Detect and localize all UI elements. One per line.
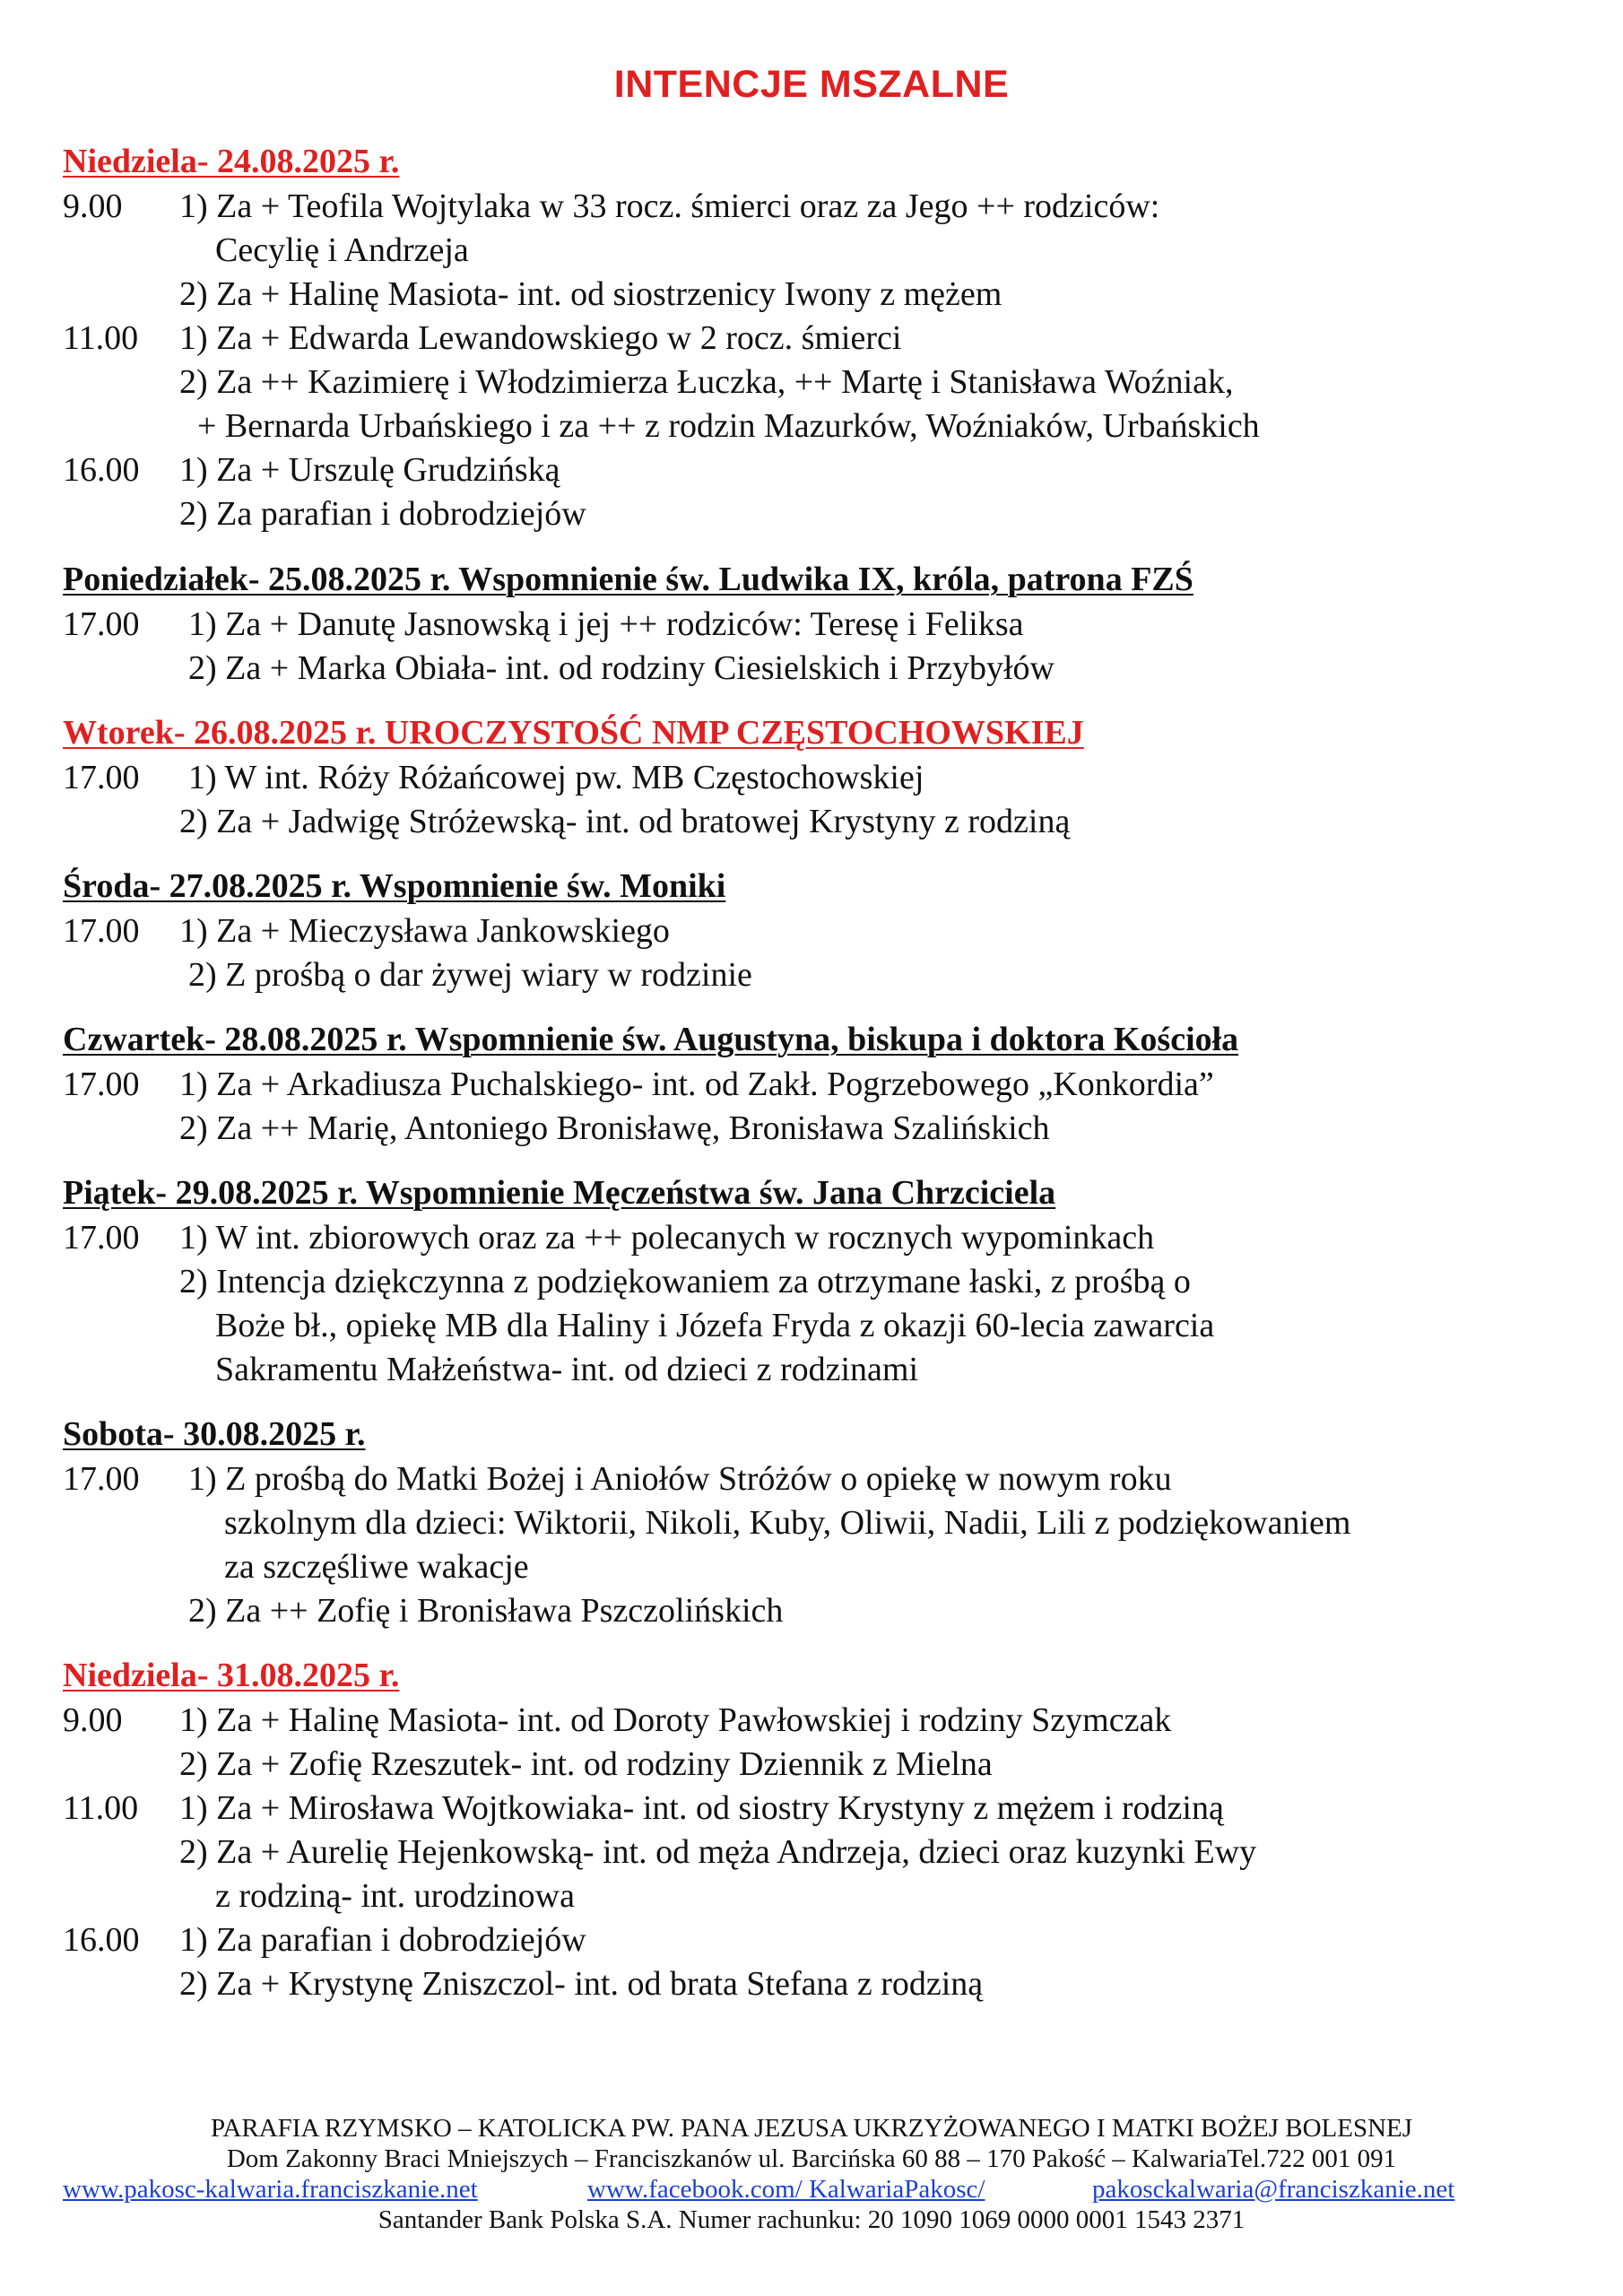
footer-parish: PARAFIA RZYMSKO – KATOLICKA PW. PANA JEZUSA UKRZYŻOWANEGO I MATKI BOŻEJ BOLESNEJ [210, 2114, 1413, 2143]
page-title: INTENCJE MSZALNE [613, 63, 1010, 106]
footer-website-link[interactable]: www.pakosc-kalwaria.franciszkanie.net [63, 2175, 478, 2204]
intention-line: 2) Za ++ Marię, Antoniego Bronisławę, Bronisława Szalińskich [179, 1109, 1050, 1147]
mass-time: 9.00 [63, 187, 123, 225]
intention-line: 2) Za + Halinę Masiota- int. od siostrzenicy Iwony z mężem [179, 275, 1002, 313]
intention-line: 1) Z prośbą do Matki Bożej i Aniołów Stróżów o opiekę w nowym roku [188, 1460, 1172, 1498]
mass-time: 9.00 [63, 1701, 123, 1739]
mass-time: 11.00 [63, 319, 139, 357]
intention-line: 2) Za parafian i dobrodziejów [179, 495, 586, 533]
intention-line: + Bernarda Urbańskiego i za ++ z rodzin Mazurków, Woźniaków, Urbańskich [197, 407, 1260, 445]
mass-time: 17.00 [63, 759, 140, 796]
intention-line: 1) Za + Edwarda Lewandowskiego w 2 rocz. śmierci [179, 319, 902, 357]
day-header-thursday-28: Czwartek- 28.08.2025 r. Wspomnienie św. Augustyna, biskupa i doktora Kościoła [63, 1021, 1239, 1058]
intention-line: 2) Za ++ Kazimierę i Włodzimierza Łuczka, ++ Martę i Stanisława Woźniak, [179, 363, 1234, 401]
intention-line: 1) W int. Róży Różańcowej pw. MB Częstochowskiej [188, 759, 924, 796]
intention-line: za szczęśliwe wakacje [224, 1548, 529, 1586]
footer-facebook-link[interactable]: www.facebook.com/ KalwariaPakosc/ [587, 2175, 985, 2204]
mass-time: 11.00 [63, 1789, 139, 1827]
footer-bank: Santander Bank Polska S.A. Numer rachunku: 20 1090 1069 0000 0001 1543 2371 [378, 2205, 1245, 2234]
intention-line: 1) Za + Arkadiusza Puchalskiego- int. od Zakł. Pogrzebowego „Konkordia” [179, 1065, 1214, 1103]
intention-line: 1) Za + Danutę Jasnowską i jej ++ rodziców: Teresę i Feliksa [188, 605, 1024, 643]
intention-line: Cecylię i Andrzeja [215, 231, 469, 269]
intention-line: 1) Za + Mieczysława Jankowskiego [179, 912, 670, 950]
intention-line: z rodziną- int. urodzinowa [215, 1877, 575, 1915]
mass-time: 17.00 [63, 1219, 140, 1257]
day-header-wednesday-27: Środa- 27.08.2025 r. Wspomnienie św. Moniki [63, 867, 726, 905]
footer-address: Dom Zakonny Braci Mniejszych – Franciszkanów ul. Barcińska 60 88 – 170 Pakość – KalwariaTel.722 001 091 [226, 2144, 1397, 2173]
intention-line: 1) Za + Mirosława Wojtkowiaka- int. od siostry Krystyny z mężem i rodziną [179, 1789, 1224, 1827]
intention-line: 2) Za ++ Zofię i Bronisława Pszczolińskich [188, 1592, 784, 1630]
mass-time: 17.00 [63, 605, 140, 643]
intention-line: 1) Za + Teofila Wojtylaka w 33 rocz. śmierci oraz za Jego ++ rodziców: [179, 187, 1160, 225]
day-header-sunday-31: Niedziela- 31.08.2025 r. [63, 1657, 400, 1694]
intention-line: 2) Z prośbą o dar żywej wiary w rodzinie [188, 956, 752, 994]
intention-line: 1) Za parafian i dobrodziejów [179, 1921, 586, 1959]
mass-time: 16.00 [63, 1921, 140, 1959]
intention-line: 2) Za + Jadwigę Stróżewską- int. od bratowej Krystyny z rodziną [179, 803, 1071, 840]
mass-time: 16.00 [63, 451, 140, 489]
intention-line: 1) W int. zbiorowych oraz za ++ polecanych w rocznych wypominkach [179, 1219, 1155, 1257]
intention-line: Boże bł., opiekę MB dla Haliny i Józefa Fryda z okazji 60-lecia zawarcia [215, 1307, 1215, 1344]
intention-line: Sakramentu Małżeństwa- int. od dzieci z rodzinami [215, 1351, 919, 1388]
mass-time: 17.00 [63, 1065, 140, 1103]
footer-email-link[interactable]: pakosckalwaria@franciszkanie.net [1092, 2175, 1455, 2204]
intention-line: 1) Za + Urszulę Grudzińską [179, 451, 560, 489]
intention-line: szkolnym dla dzieci: Wiktorii, Nikoli, Kuby, Oliwii, Nadii, Lili z podziękowaniem [224, 1504, 1351, 1542]
mass-time: 17.00 [63, 912, 140, 950]
day-header-tuesday-26: Wtorek- 26.08.2025 r. UROCZYSTOŚĆ NMP CZĘSTOCHOWSKIEJ [63, 714, 1084, 752]
intention-line: 2) Za + Aurelię Hejenkowską- int. od męża Andrzeja, dzieci oraz kuzynki Ewy [179, 1833, 1257, 1871]
day-header-monday-25: Poniedziałek- 25.08.2025 r. Wspomnienie św. Ludwika IX, króla, patrona FZŚ [63, 561, 1193, 598]
intention-line: 1) Za + Halinę Masiota- int. od Doroty Pawłowskiej i rodziny Szymczak [179, 1701, 1172, 1739]
day-header-saturday-30: Sobota- 30.08.2025 r. [63, 1415, 366, 1453]
intention-line: 2) Za + Zofię Rzeszutek- int. od rodziny Dziennik z Mielna [179, 1745, 993, 1783]
intention-line: 2) Za + Marka Obiała- int. od rodziny Ciesielskich i Przybyłów [188, 649, 1055, 687]
intention-line: 2) Za + Krystynę Zniszczol- int. od brata Stefana z rodziną [179, 1965, 984, 2003]
day-header-sunday-24: Niedziela- 24.08.2025 r. [63, 143, 400, 180]
day-header-friday-29: Piątek- 29.08.2025 r. Wspomnienie Męczeństwa św. Jana Chrzciciela [63, 1174, 1056, 1212]
mass-time: 17.00 [63, 1460, 140, 1498]
intention-line: 2) Intencja dziękczynna z podziękowaniem za otrzymane łaski, z prośbą o [179, 1263, 1191, 1300]
